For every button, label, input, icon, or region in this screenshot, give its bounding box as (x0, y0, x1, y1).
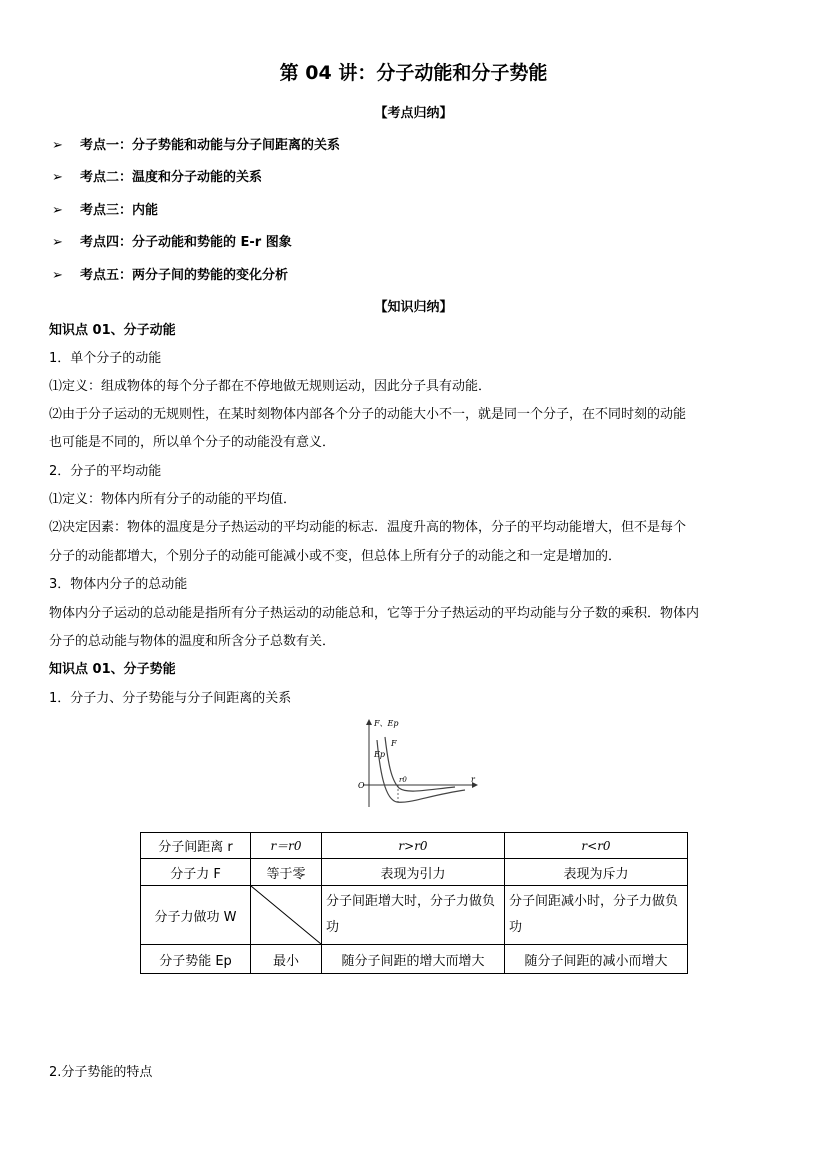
table-row (141, 833, 688, 859)
relation-table (140, 832, 688, 974)
table-cell-diagonal (251, 886, 322, 945)
y-axis-label: F、Ep (374, 719, 399, 728)
table-cell: 分子势能 Ep (141, 945, 251, 974)
subsection-title: 1．分子力、分子势能与分子间距离的关系 (49, 691, 292, 706)
table-cell: 分子间距增大时，分子力做负功 (322, 886, 505, 945)
paragraph: ⑵决定因素：物体的温度是分子热运动的平均动能的标志．温度升高的物体，分子的平均动能增大，但不是每个 (49, 520, 687, 535)
table-cell: r<r0 (505, 833, 688, 859)
subsection-title: 1．单个分子的动能 (49, 351, 162, 366)
arrow-bullet-icon: ➢ (52, 170, 63, 185)
f-label: F (391, 739, 397, 748)
table-cell: 分子力 F (141, 859, 251, 886)
table-cell: 等于零 (251, 859, 322, 886)
paragraph: 分子的总动能与物体的温度和所含分子总数有关． (49, 634, 336, 649)
kaodian-item: ➢ 考点五：两分子间的势能的变化分析 (52, 268, 289, 283)
x-axis-label: r (471, 775, 475, 784)
paragraph: 物体内分子运动的总动能是指所有分子热运动的动能总和，它等于分子热运动的平均动能与分子数的乘积．物体内 (49, 606, 700, 621)
kaodian-item: ➢ 考点四：分子动能和势能的 E-r 图象 (52, 235, 292, 250)
table-row (141, 886, 688, 945)
ep-label: Ep (374, 750, 385, 759)
ep-r-graph (355, 712, 485, 812)
paragraph: 也可能是不同的，所以单个分子的动能没有意义． (49, 435, 336, 450)
arrow-bullet-icon: ➢ (52, 268, 63, 283)
page-title: 第 04 讲：分子动能和分子势能 (279, 62, 548, 84)
kaodian-item: ➢ 考点一：分子势能和动能与分子间距离的关系 (52, 138, 341, 153)
table-cell: 随分子间距的增大而增大 (322, 945, 505, 974)
table-cell: r＝r0 (251, 833, 322, 859)
table-row (141, 945, 688, 974)
table-cell: 分子力做功 W (141, 886, 251, 945)
table-cell: r>r0 (322, 833, 505, 859)
table-cell: 随分子间距的减小而增大 (505, 945, 688, 974)
table-cell: 分子间距离 r (141, 833, 251, 859)
table-row (141, 859, 688, 886)
subsection-title: 3．物体内分子的总动能 (49, 577, 188, 592)
paragraph: ⑴定义：组成物体的每个分子都在不停地做无规则运动，因此分子具有动能． (49, 379, 492, 394)
table-cell: 分子间距减小时，分子力做负功 (505, 886, 688, 945)
section-heading-kaodian: 【考点归纳】 (374, 106, 453, 121)
paragraph: 分子的动能都增大，个别分子的动能可能减小或不变，但总体上所有分子的动能之和一定是增加的． (49, 549, 622, 564)
knowledge-point-title: 知识点 01、分子势能 (49, 662, 176, 677)
table-cell: 最小 (251, 945, 322, 974)
table-cell: 表现为引力 (322, 859, 505, 886)
section-heading-zhishi: 【知识归纳】 (374, 300, 453, 315)
subsection-title: 2.分子势能的特点 (49, 1065, 153, 1080)
arrow-bullet-icon: ➢ (52, 138, 63, 153)
arrow-bullet-icon: ➢ (52, 235, 63, 250)
kaodian-item: ➢ 考点二：温度和分子动能的关系 (52, 170, 263, 185)
kaodian-item: ➢ 考点三：内能 (52, 203, 159, 218)
diagonal-line (251, 886, 321, 944)
origin-label: O (358, 781, 365, 790)
arrow-bullet-icon: ➢ (52, 203, 63, 218)
table-cell: 表现为斥力 (505, 859, 688, 886)
r0-label: r0 (399, 776, 407, 784)
paragraph: ⑴定义：物体内所有分子的动能的平均值． (49, 492, 297, 507)
knowledge-point-title: 知识点 01、分子动能 (49, 323, 176, 338)
subsection-title: 2．分子的平均动能 (49, 464, 162, 479)
paragraph: ⑵由于分子运动的无规则性，在某时刻物体内部各个分子的动能大小不一，就是同一个分子，在不同时刻的动能 (49, 407, 687, 422)
